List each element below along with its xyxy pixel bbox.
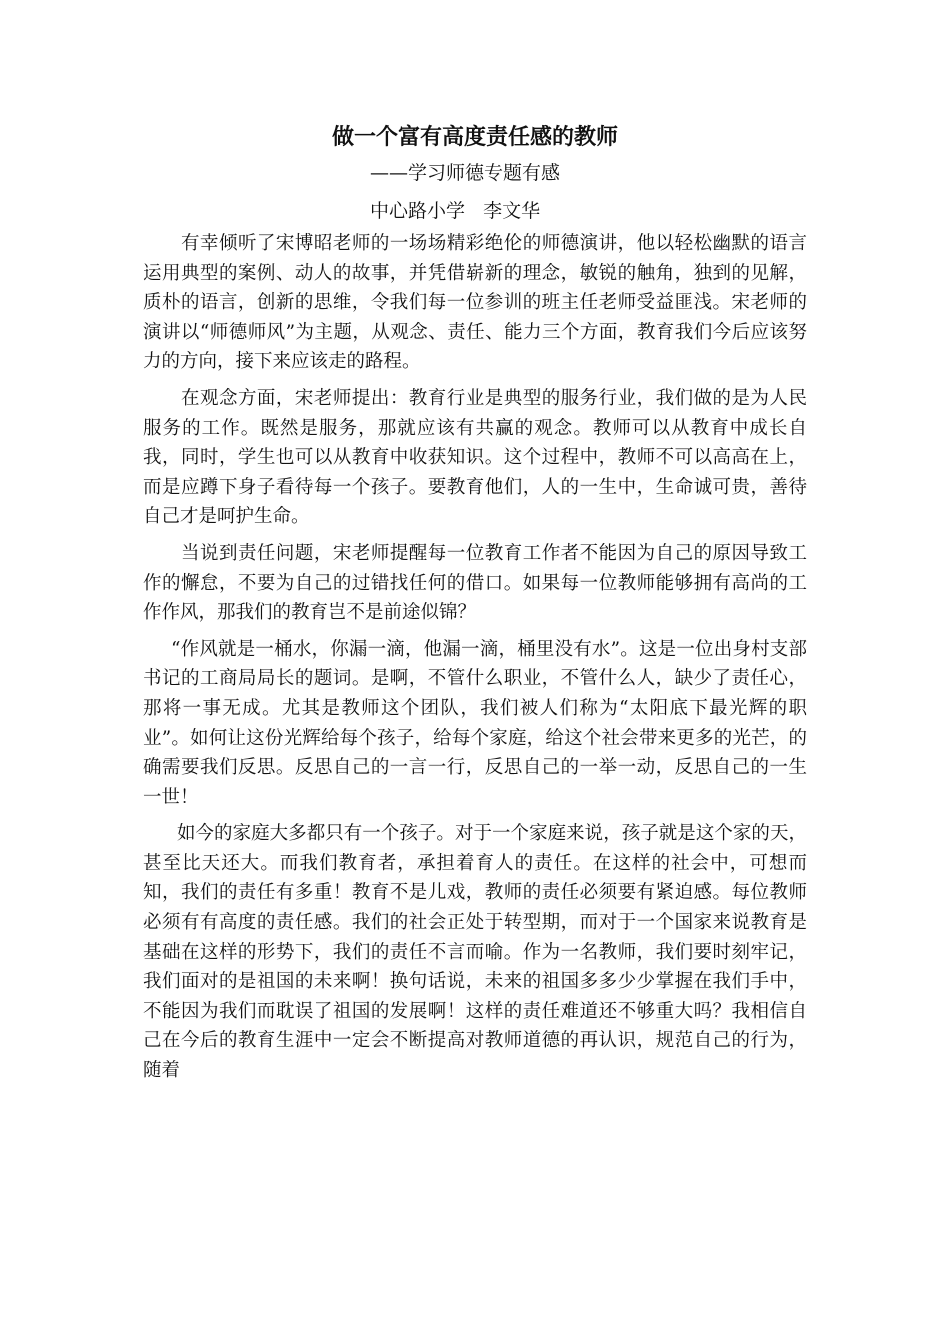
document-title: 做一个富有高度责任感的教师 xyxy=(331,124,618,150)
paragraph-responsibility: 当说到责任问题，宋老师提醒每一位教育工作者不能因为自己的原因导致工作的懈怠，不要为自己的过错找任何的借口。如果每一位教师能够拥有高尚的工作作风，那我们的教育岂不是前途似锦？ xyxy=(143,542,807,624)
document-body xyxy=(143,229,807,1086)
author-byline: 中心路小学 李文华 xyxy=(370,200,541,222)
paragraph-quote: “作风就是一桶水，你漏一滴，他漏一滴，桶里没有水”。这是一位出身村支部书记的工商局局长的题词。是啊，不管什么职业，不管什么人，缺少了责任心，那将一事无成。尤其是教师这个团队，我们被人们称为“太阳底下最光辉的职业”。如何让这份光辉给每个孩子，给每个家庭，给这个社会带来更多的光芒，的确需要我们反思。反思自己的一言一行，反思自己的一举一动，反思自己的一生一世！ xyxy=(143,638,807,808)
paragraph-concept: 在观念方面，宋老师提出：教育行业是典型的服务行业，我们做的是为人民服务的工作。既然是服务，那就应该有共赢的观念。教师可以从教育中成长自我，同时，学生也可以从教育中收获知识。这个过程中，教师不可以高高在上，而是应蹲下身子看待每一个孩子。要教育他们，人的一生中，生命诚可贵，善待自己才是呵护生命。 xyxy=(143,387,807,528)
document-subtitle: ——学习师德专题有感 xyxy=(370,162,561,184)
paragraph-family: 如今的家庭大多都只有一个孩子。对于一个家庭来说，孩子就是这个家的天，甚至比天还大。而我们教育者，承担着育人的责任。在这样的社会中，可想而知，我们的责任有多重！教育不是儿戏，教师的责任必须要有紧迫感。每位教师必须有有高度的责任感。我们的社会正处于转型期，而对于一个国家来说教育是基础在这样的形势下，我们的责任不言而喻。作为一名教师，我们要时刻牢记，我们面对的是祖国的未来啊！换句话说，未来的祖国多多少少掌握在我们手中，不能因为我们而耽误了祖国的发展啊！这样的责任难道还不够重大吗？我相信自己在今后的教育生涯中一定会不断提高对教师道德的再认识，规范自己的行为，随着 xyxy=(143,823,807,1082)
paragraph-intro: 有幸倾听了宋博昭老师的一场场精彩绝伦的师德演讲，他以轻松幽默的语言运用典型的案例、动人的故事，并凭借崭新的理念，敏锐的触角，独到的见解，质朴的语言，创新的思维，令我们每一位参训的班主任老师受益匪浅。宋老师的演讲以“师德师风”为主题，从观念、责任、能力三个方面，教育我们今后应该努力的方向，接下来应该走的路程。 xyxy=(143,233,807,373)
